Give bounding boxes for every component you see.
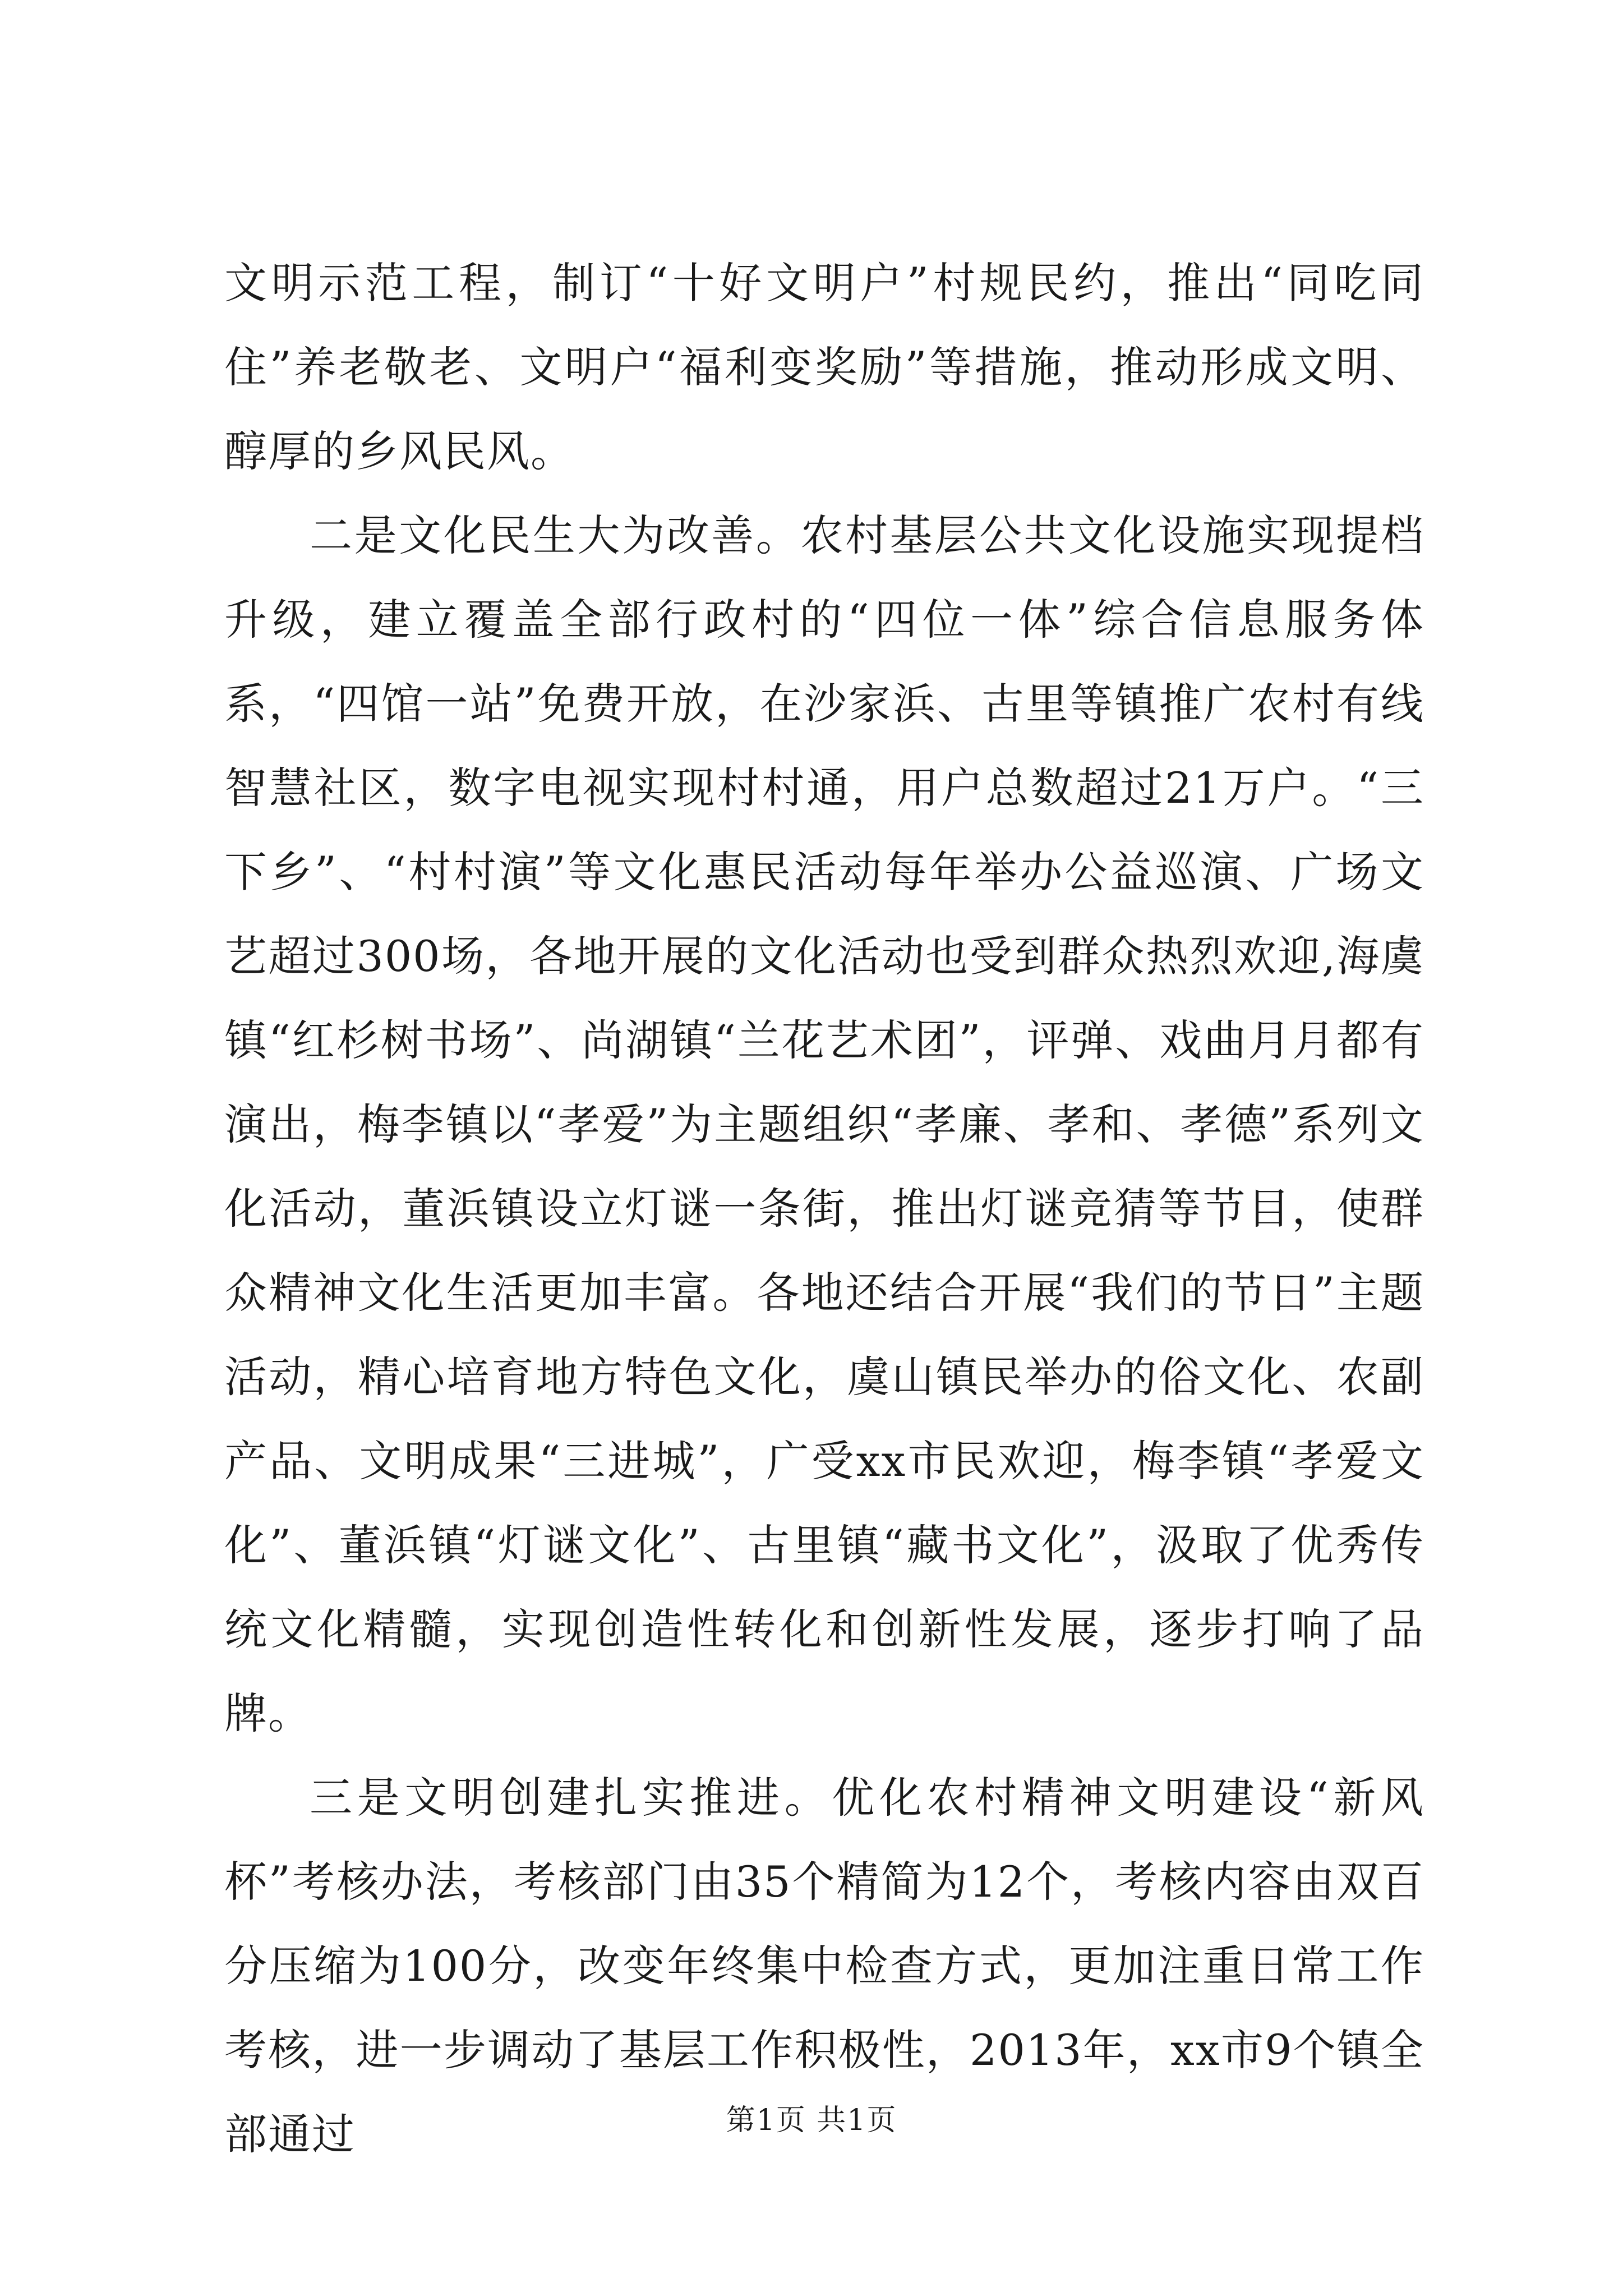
paragraph-3: 三是文明创建扎实推进。优化农村精神文明建设“新风杯”考核办法，考核部门由35个精简为12个，考核内容由双百分压缩为100分，改变年终集中检查方式，更加注重日常工作考核，进一步调动了基层工作积极性，2013年，xx市9个镇全部通过 [224, 1773, 1424, 2159]
page-footer: 第1页 共1页 [726, 2104, 897, 2137]
body-text [224, 241, 1424, 2177]
paragraph-1: 文明示范工程，制订“十好文明户”村规民约，推出“同吃同住”养老敬老、文明户“福利变奖励”等措施，推动形成文明、醇厚的乡风民风。 [224, 258, 1424, 476]
paragraph-2: 二是文化民生大为改善。农村基层公共文化设施实现提档升级，建立覆盖全部行政村的“四位一体”综合信息服务体系，“四馆一站”免费开放，在沙家浜、古里等镇推广农村有线智慧社区，数字电视实现村村通，用户总数超过21万户。“三下乡”、“村村演”等文化惠民活动每年举办公益巡演、广场文艺超过300场，各地开展的文化活动也受到群众热烈欢迎,海虞镇“红杉树书场”、尚湖镇“兰花艺术团”，评弹、戏曲月月都有演出，梅李镇以“孝爱”为主题组织“孝廉、孝和、孝德”系列文化活动，董浜镇设立灯谜一条街，推出灯谜竞猜等节目，使群众精神文化生活更加丰富。各地还结合开展“我们的节日”主题活动，精心培育地方特色文化，虞山镇民举办的俗文化、农副产品、文明成果“三进城”，广受xx市民欢迎，梅李镇“孝爱文化”、董浜镇“灯谜文化”、古里镇“藏书文化”，汲取了优秀传统文化精髓，实现创造性转化和创新性发展，逐步打响了品牌。 [224, 510, 1424, 1738]
